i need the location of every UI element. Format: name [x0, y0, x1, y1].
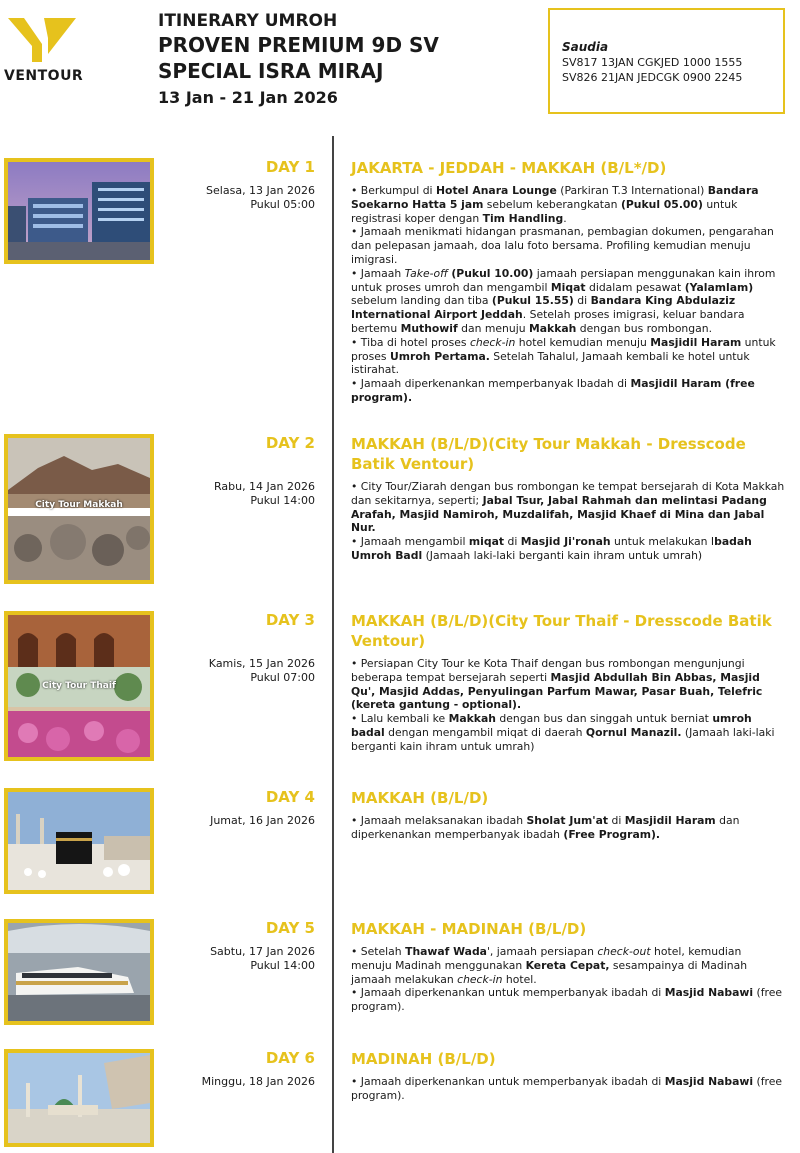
day-5-time-text: Pukul 14:00	[250, 959, 315, 972]
kaaba-photo	[4, 788, 154, 894]
day-2-time-text: Pukul 14:00	[250, 494, 315, 507]
ventour-logo	[4, 14, 84, 84]
day-3-date	[160, 657, 315, 685]
day-2-label: DAY 2	[265, 434, 315, 452]
flight-row-return: SV826 21JAN JEDCGK 0900 2245	[562, 71, 743, 84]
day-4-description	[351, 814, 785, 842]
ventour-logo-icon	[8, 14, 76, 66]
train-photo	[4, 919, 154, 1025]
nabawi-photo	[4, 1049, 154, 1147]
day-4-date	[160, 814, 315, 828]
day-6-bullet: • Jamaah diperkenankan untuk memperbanyak ibadah di Masjid Nabawi (free program).	[351, 1075, 783, 1102]
day-6-description	[351, 1075, 785, 1103]
day-3-time-text: Pukul 07:00	[250, 671, 315, 684]
day-2-description	[351, 480, 785, 563]
day-5-date-text: Sabtu, 17 Jan 2026	[210, 945, 315, 958]
day-1-bullet: • Jamaah diperkenankan memperbanyak Ibadah di Masjidil Haram (free program).	[351, 377, 755, 404]
day-4-label: DAY 4	[265, 788, 315, 806]
header-subtitle: ITINERARY UMROH	[158, 11, 338, 31]
day-1-bullet: • Berkumpul di Hotel Anara Lounge (Parkiran T.3 International) Bandara Soekarno Hatta 5 jam sebelum keberangkatan (Pukul 05.00) untuk registrasi koper dengan Tim Handling.	[351, 184, 759, 225]
flight-info-box	[548, 8, 785, 114]
day-5-description	[351, 945, 785, 1014]
timeline-divider	[332, 136, 334, 1153]
day-3-description	[351, 657, 785, 754]
hotel-building-photo	[4, 158, 154, 264]
thaif-photo	[4, 611, 154, 761]
day-2-date-text: Rabu, 14 Jan 2026	[213, 480, 315, 493]
day-5-bullet: • Jamaah diperkenankan untuk memperbanyak ibadah di Masjid Nabawi (free program).	[351, 986, 783, 1014]
day-3-label: DAY 3	[265, 611, 315, 629]
day-1-date-text: Selasa, 13 Jan 2026	[206, 184, 315, 197]
day-2-bullet: • City Tour/Ziarah dengan bus rombongan ke tempat bersejarah di Kota Makkah dan sekitarnya, seperti; Jabal Tsur, Jabal Rahmah dan melintasi Padang Arafah, Masjid Namiroh, Muzdalifah, Masjid Khaef di Mina dan Jabal Nur.	[351, 480, 785, 535]
day-4-title: MAKKAH (B/L/D)	[351, 789, 489, 807]
day-2-date	[160, 480, 315, 508]
header-package-special: SPECIAL ISRA MIRAJ	[158, 59, 384, 83]
day-1-bullet: • Jamaah menikmati hidangan prasmanan, pembagian dokumen, pengarahan dan pelepasan jamaah, doa lalu foto bersama. Profiling kemudian menuju imigrasi.	[351, 225, 774, 266]
header-package-name: PROVEN PREMIUM 9D SV	[158, 33, 439, 57]
city-tour-thaif-caption: City Tour Thaif	[42, 681, 116, 691]
day-6-date	[160, 1075, 315, 1089]
day-4-bullet: • Jamaah melaksanakan ibadah Sholat Jum'at di Masjidil Haram dan diperkenankan memperbanyak ibadah (Free Program).	[351, 814, 740, 841]
day-5-bullet: • Setelah Thawaf Wada', jamaah persiapan check-out hotel, kemudian menuju Madinah menggunakan Kereta Cepat, sesampainya di Madinah jamaah melakukan check-in hotel.	[351, 945, 748, 986]
day-1-date	[160, 184, 315, 212]
header-dates: 13 Jan - 21 Jan 2026	[158, 88, 338, 107]
day-3-bullet: • Lalu kembali ke Makkah dengan bus dan singgah untuk berniat umroh badal dengan mengambil miqat di daerah Qornul Manazil. (Jamaah laki-laki berganti kain ihram untuk umrah)	[351, 712, 775, 753]
flight-row-outbound: SV817 13JAN CGKJED 1000 1555	[562, 56, 743, 69]
day-1-time-text: Pukul 05:00	[250, 198, 315, 211]
itinerary-header	[158, 10, 439, 110]
day-6-date-text: Minggu, 18 Jan 2026	[201, 1075, 315, 1088]
logo-text: VENTOUR	[4, 68, 84, 84]
day-5-date	[160, 945, 315, 973]
day-4-date-text: Jumat, 16 Jan 2026	[210, 814, 315, 827]
day-3-date-text: Kamis, 15 Jan 2026	[208, 657, 315, 670]
day-6-label: DAY 6	[265, 1049, 315, 1067]
mountain-photo	[4, 434, 154, 584]
day-2-bullet: • Jamaah mengambil miqat di Masjid Ji'ronah untuk melakukan Ibadah Umroh Badl (Jamaah laki-laki berganti kain ihram untuk umrah)	[351, 535, 752, 562]
day-3-title: MAKKAH (B/L/D)(City Tour Thaif - Dresscode Batik Ventour)	[351, 612, 772, 650]
day-1-title: JAKARTA - JEDDAH - MAKKAH (B/L*/D)	[351, 159, 667, 177]
city-tour-makkah-caption: City Tour Makkah	[35, 500, 123, 510]
day-1-label: DAY 1	[265, 158, 315, 176]
day-3-bullet: • Persiapan City Tour ke Kota Thaif dengan bus rombongan mengunjungi beberapa tempat bersejarah seperti Masjid Abdullah Bin Abbas, Masjid Qu', Masjid Addas, Penyulingan Parfum Mawar, Pasar Buah, Telefric (kereta gantung - optional).	[351, 657, 763, 712]
day-2-title: MAKKAH (B/L/D)(City Tour Makkah - Dresscode Batik Ventour)	[351, 435, 746, 473]
day-5-title: MAKKAH - MADINAH (B/L/D)	[351, 920, 587, 938]
flight-airline: Saudia	[562, 40, 609, 54]
day-6-title: MADINAH (B/L/D)	[351, 1050, 496, 1068]
day-1-bullet: • Jamaah Take-off (Pukul 10.00) jamaah persiapan menggunakan kain ihrom untuk proses umroh dan mengambil Miqat didalam pesawat (Yalamlam) sebelum landing dan tiba (Pukul 15.55) di Bandara King Abdulaziz International Airport Jeddah. Setelah proses imigrasi, keluar bandara bertemu Muthowif dan menuju Makkah dengan bus rombongan.	[351, 266, 776, 335]
day-5-label: DAY 5	[265, 919, 315, 937]
day-1-description	[351, 184, 785, 405]
day-1-bullet: • Tiba di hotel proses check-in hotel kemudian menuju Masjidil Haram untuk proses Umroh Pertama. Setelah Tahalul, Jamaah kembali ke hotel untuk istirahat.	[351, 335, 776, 377]
